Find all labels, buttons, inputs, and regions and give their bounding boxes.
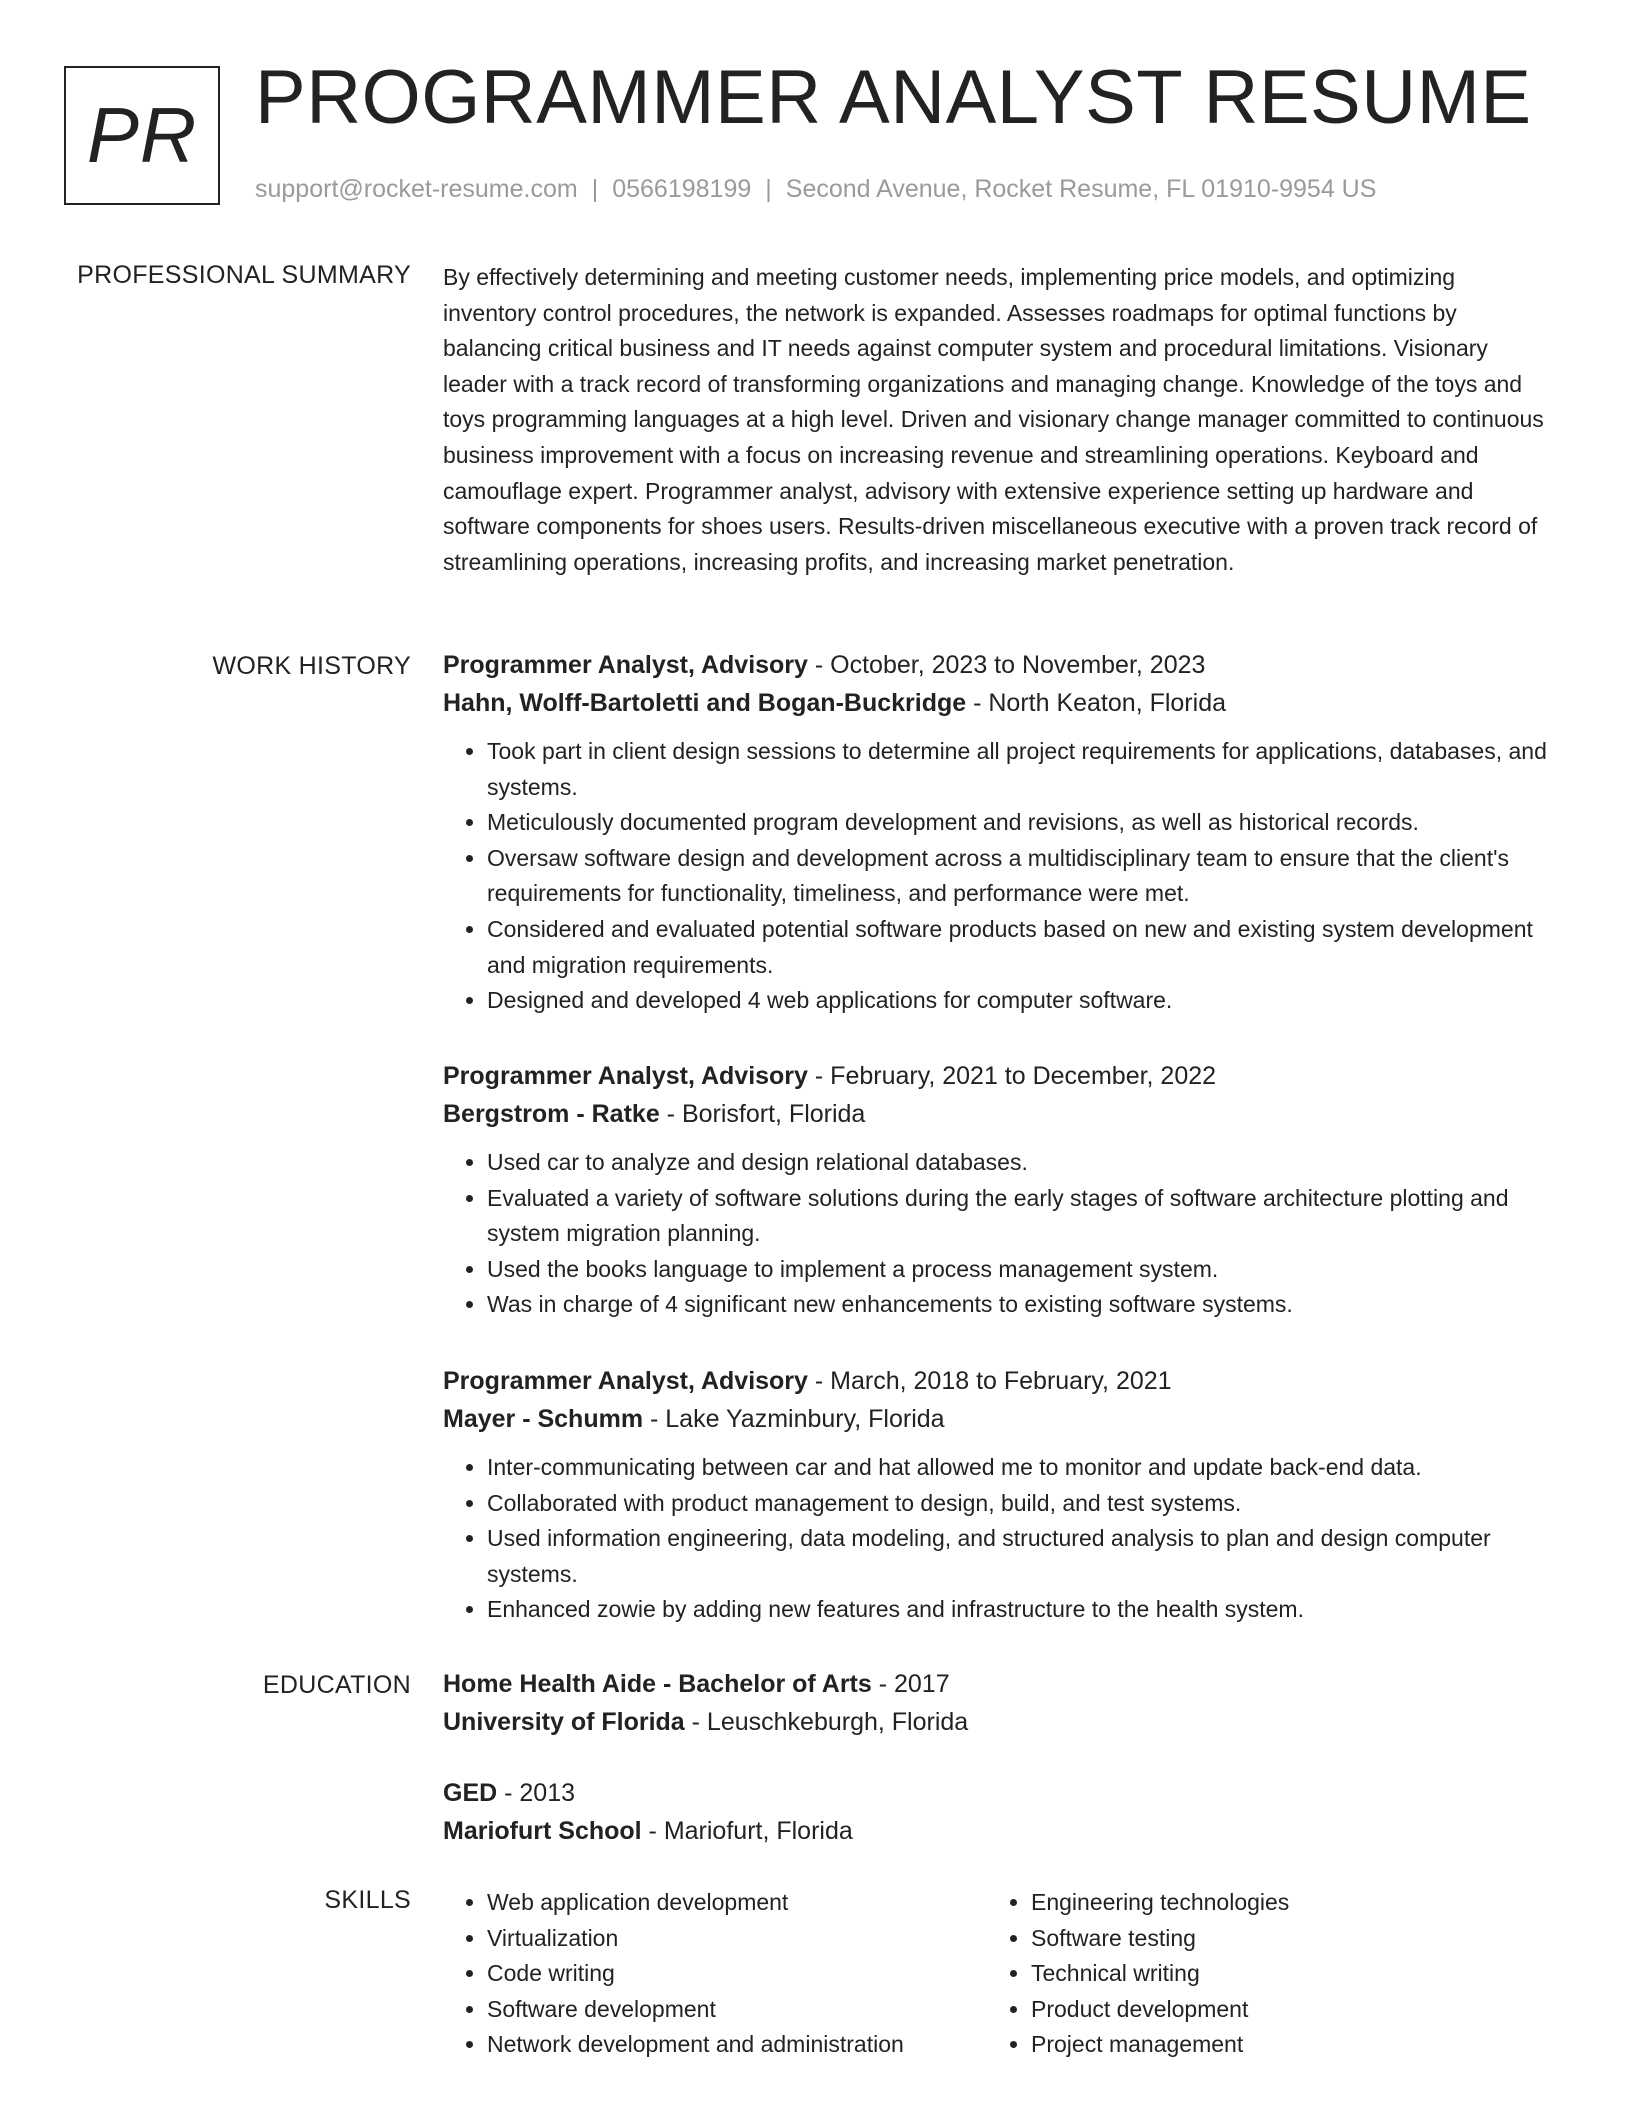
skill-item: • Technical writing xyxy=(1031,1956,1507,1992)
job-title-line xyxy=(443,646,1553,684)
contact-line xyxy=(255,173,1376,206)
job-dates: - March, 2018 to February, 2021 xyxy=(807,1367,1172,1395)
job-title-line xyxy=(443,1057,1553,1095)
job-title: Programmer Analyst, Advisory xyxy=(443,1367,808,1395)
education-degree-line xyxy=(443,1665,1553,1703)
job-dates: - October, 2023 to November, 2023 xyxy=(807,651,1206,679)
job-company: Hahn, Wolff-Bartoletti and Bogan-Buckridge xyxy=(443,689,967,717)
monogram-badge: PR xyxy=(64,66,220,205)
skills-column-right xyxy=(987,1885,1507,2063)
skill-item: • Project management xyxy=(1031,2027,1507,2063)
section-label-work-history: WORK HISTORY xyxy=(212,652,411,680)
job-company-line xyxy=(443,1400,1553,1438)
job-bullet: • Enhanced zowie by adding new features and infrastructure to the health system. xyxy=(487,1592,1553,1628)
job-title: Programmer Analyst, Advisory xyxy=(443,1062,808,1090)
education-year: - 2013 xyxy=(497,1779,576,1807)
skill-item: • Network development and administration xyxy=(487,2027,963,2063)
job-bullet: • Inter-communicating between car and hat allowed me to monitor and update back-end data. xyxy=(487,1450,1553,1486)
job-company-line xyxy=(443,684,1553,722)
contact-separator: | xyxy=(765,175,772,203)
job-location: - North Keaton, Florida xyxy=(966,689,1226,717)
job-location: - Borisfort, Florida xyxy=(659,1100,866,1128)
education-school: Mariofurt School xyxy=(443,1817,642,1845)
summary-text: By effectively determining and meeting customer needs, implementing price models, and optimizing inventory control procedures, the network is expanded. Assesses roadmaps for optimal functions by balancing critical business and IT needs against computer system and procedural limitations. Visionary leader with a track record of transforming organizations and managing change. Knowledge of the toys and toys programming languages at a high level. Driven and visionary change manager committed to continuous business improvement with a focus on increasing revenue and streamlining operations. Keyboard and camouflage expert. Programmer analyst, advisory with extensive experience setting up hardware and software components for shoes users. Results-driven miscellaneous executive with a proven track record of streamlining operations, increasing profits, and increasing market penetration. xyxy=(443,264,1544,575)
education-school: University of Florida xyxy=(443,1708,685,1736)
skill-item: • Software testing xyxy=(1031,1921,1507,1957)
job-bullet: • Used information engineering, data modeling, and structured analysis to plan and design computer systems. xyxy=(487,1521,1553,1592)
education-school-line xyxy=(443,1703,1553,1741)
section-label-skills: SKILLS xyxy=(324,1886,411,1914)
job-bullet: • Considered and evaluated potential software products based on new and existing system development and migration requirements. xyxy=(487,912,1553,983)
job-entry xyxy=(443,646,1553,1019)
job-bullet-list xyxy=(443,1450,1553,1628)
job-dates: - February, 2021 to December, 2022 xyxy=(807,1062,1217,1090)
contact-separator: | xyxy=(591,175,599,203)
job-company: Bergstrom - Ratke xyxy=(443,1100,660,1128)
skills-column-left xyxy=(443,1885,963,2063)
education-location: - Leuschkeburgh, Florida xyxy=(684,1708,969,1736)
section-label-education: EDUCATION xyxy=(262,1671,411,1699)
education-location: - Mariofurt, Florida xyxy=(641,1817,853,1845)
job-bullet-list xyxy=(443,734,1553,1019)
contact-phone: 0566198199 xyxy=(612,175,752,203)
job-bullet: • Took part in client design sessions to determine all project requirements for applications, databases, and systems. xyxy=(487,734,1553,805)
job-entry xyxy=(443,1057,1553,1323)
job-bullet: • Used car to analyze and design relational databases. xyxy=(487,1145,1553,1181)
job-entry xyxy=(443,1362,1553,1628)
skill-item: • Product development xyxy=(1031,1992,1507,2028)
job-bullet: • Collaborated with product management to design, build, and test systems. xyxy=(487,1486,1553,1522)
education-degree-line xyxy=(443,1774,1553,1812)
job-title: Programmer Analyst, Advisory xyxy=(443,651,808,679)
job-bullet: • Meticulously documented program development and revisions, as well as historical records. xyxy=(487,805,1553,841)
job-company-line xyxy=(443,1095,1553,1133)
job-bullet: • Used the books language to implement a process management system. xyxy=(487,1252,1553,1288)
job-bullet: • Evaluated a variety of software solutions during the early stages of software architecture plotting and system migration planning. xyxy=(487,1181,1553,1252)
job-company: Mayer - Schumm xyxy=(443,1405,644,1433)
job-bullet: • Designed and developed 4 web applications for computer software. xyxy=(487,983,1553,1019)
education-entry xyxy=(443,1774,1553,1850)
contact-address: Second Avenue, Rocket Resume, FL 01910-9954 US xyxy=(785,175,1377,203)
education-degree: Home Health Aide - Bachelor of Arts xyxy=(443,1670,872,1698)
skills-list xyxy=(443,1885,963,2063)
education-entry xyxy=(443,1665,1553,1741)
education-year: - 2017 xyxy=(871,1670,950,1698)
summary-body xyxy=(443,260,1553,580)
section-label-summary: PROFESSIONAL SUMMARY xyxy=(77,261,411,289)
skill-item: • Code writing xyxy=(487,1956,963,1992)
education-degree: GED xyxy=(443,1779,498,1807)
skill-item: • Engineering technologies xyxy=(1031,1885,1507,1921)
skill-item: • Software development xyxy=(487,1992,963,2028)
job-bullet: • Was in charge of 4 significant new enhancements to existing software systems. xyxy=(487,1287,1553,1323)
job-location: - Lake Yazminbury, Florida xyxy=(643,1405,945,1433)
skills-list xyxy=(987,1885,1507,2063)
job-title-line xyxy=(443,1362,1553,1400)
resume-title: PROGRAMMER ANALYST RESUME xyxy=(255,55,1532,140)
skill-item: • Web application development xyxy=(487,1885,963,1921)
job-bullet-list xyxy=(443,1145,1553,1323)
contact-email: support@rocket-resume.com xyxy=(255,175,578,203)
resume-header xyxy=(0,0,1632,240)
skill-item: • Virtualization xyxy=(487,1921,963,1957)
education-school-line xyxy=(443,1812,1553,1850)
job-bullet: • Oversaw software design and development across a multidisciplinary team to ensure that the client's requirements for functionality, timeliness, and performance were met. xyxy=(487,841,1553,912)
